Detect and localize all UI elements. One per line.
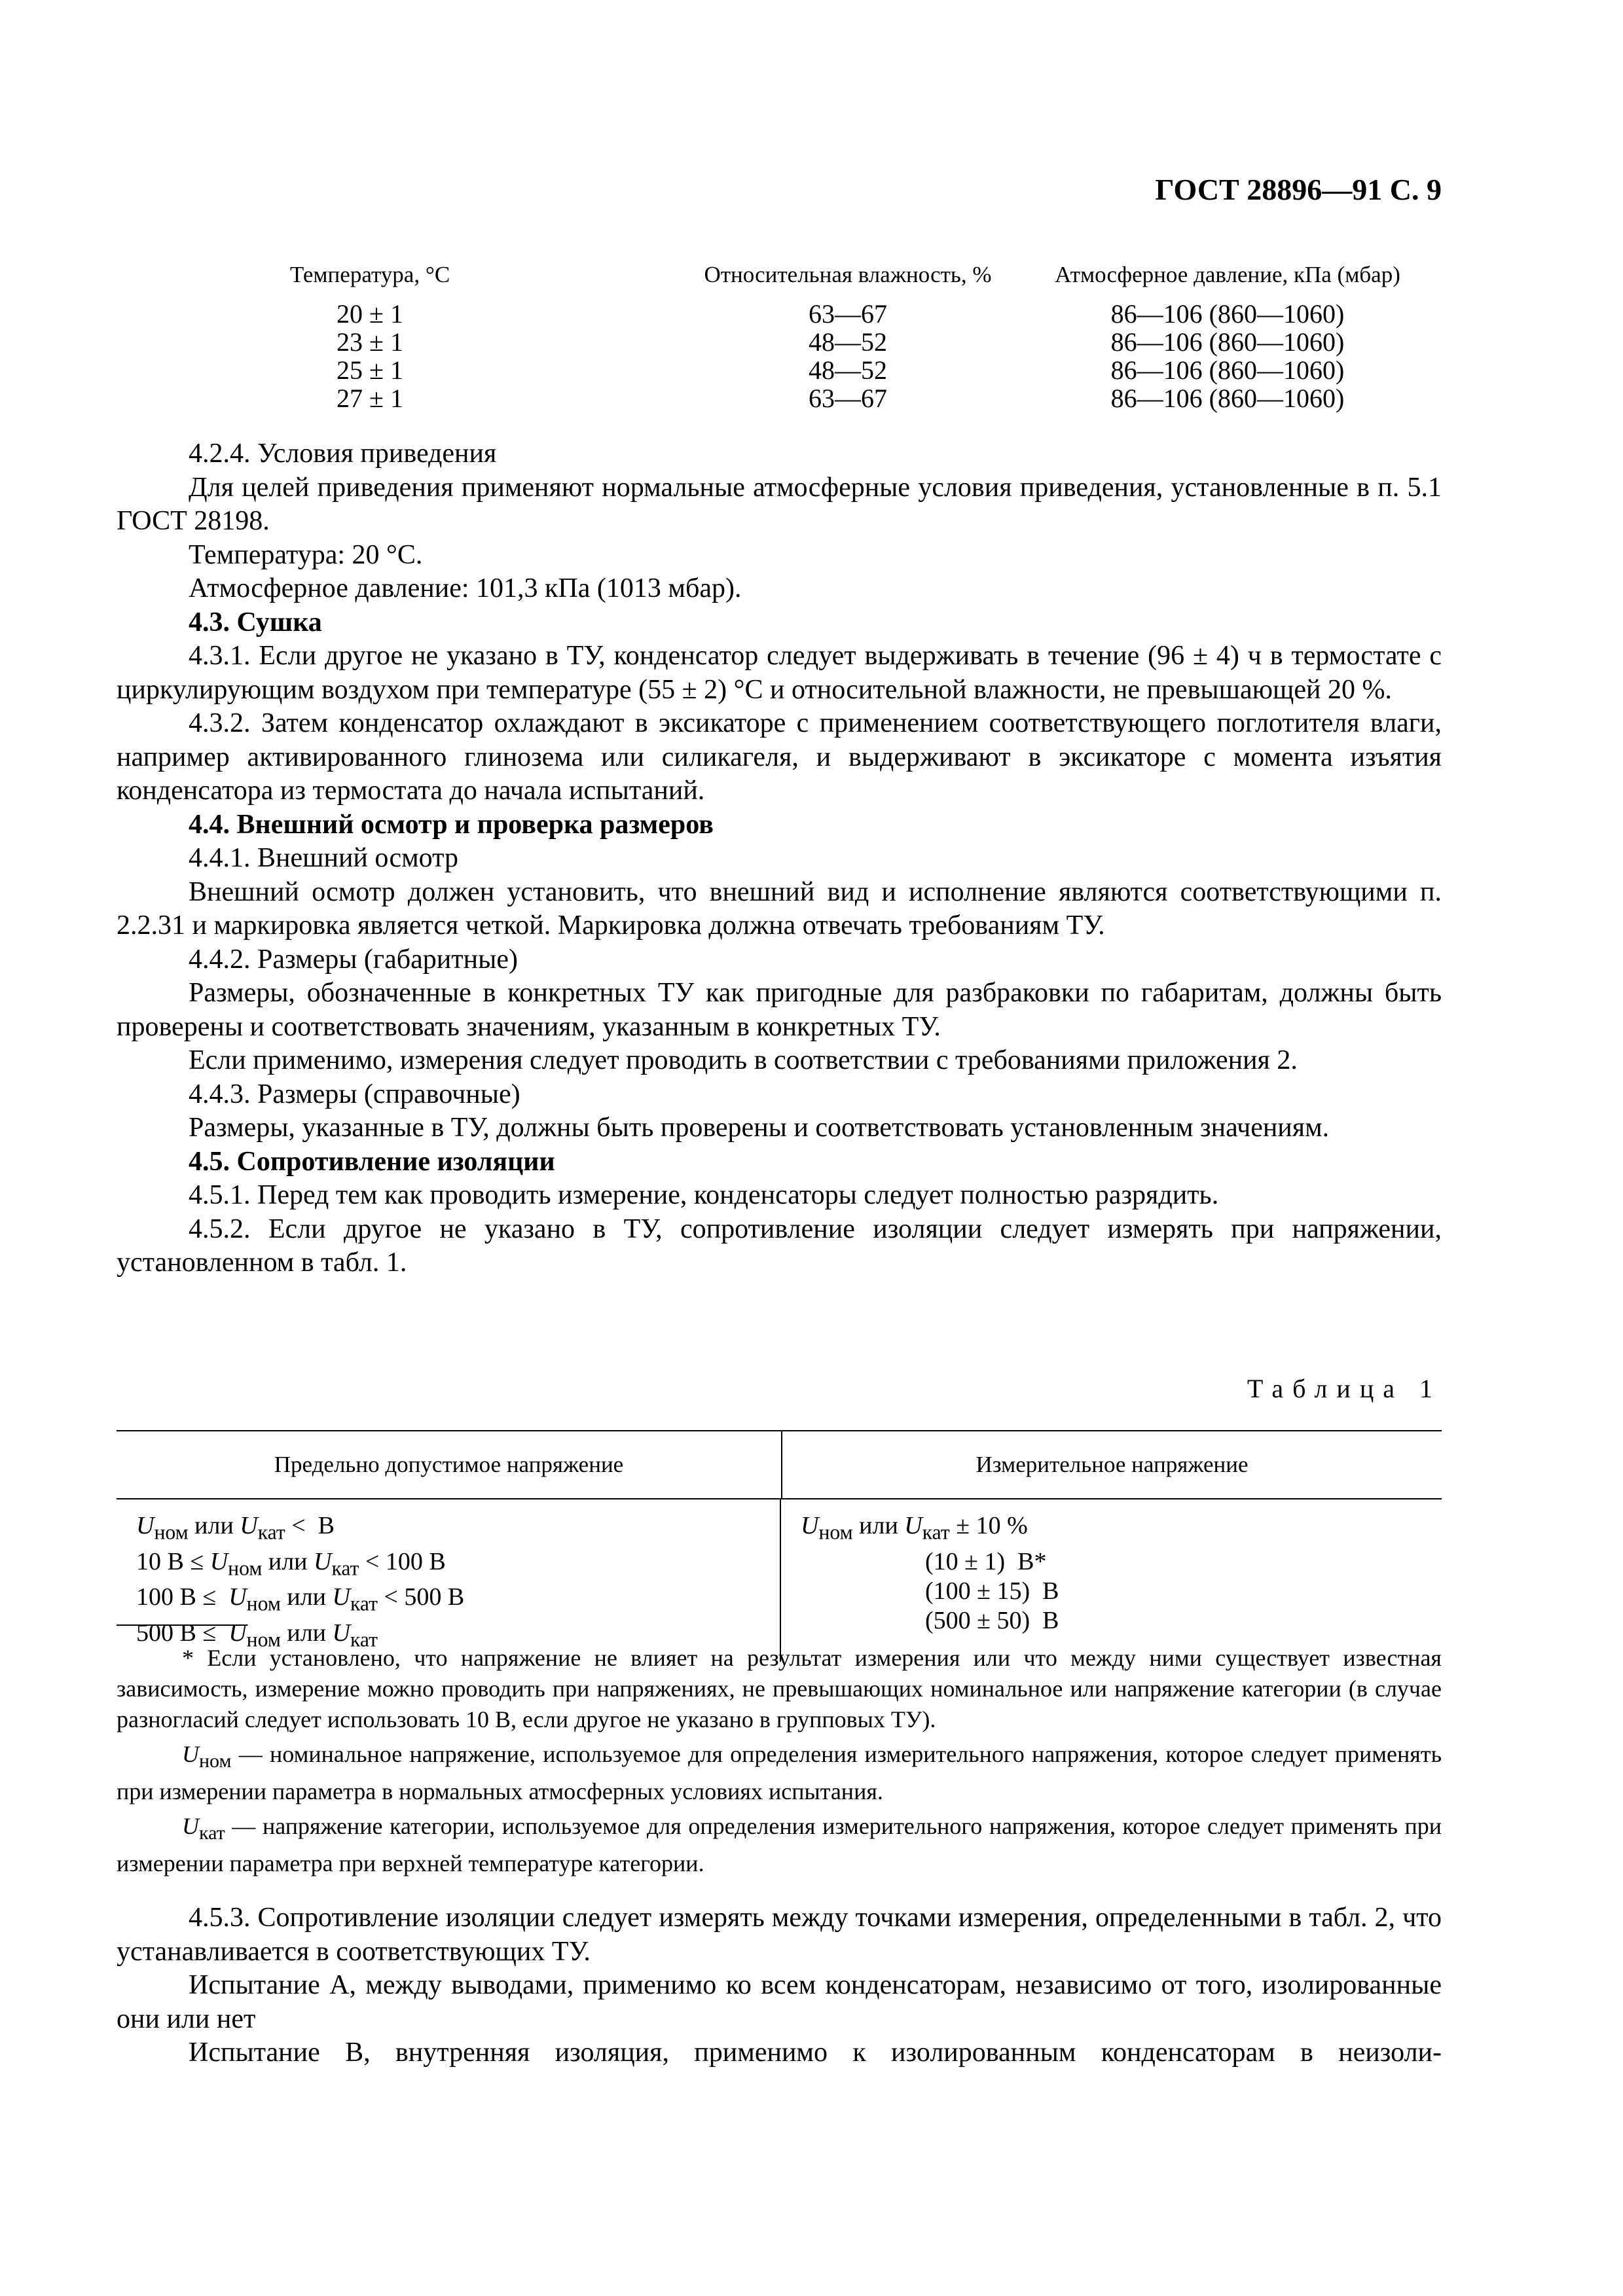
subscript-nom: ном [246,1592,281,1615]
paragraph: Испытание А, между выводами, применимо ко всем конденсаторам, независимо от того, изолированные они или нет [117,1970,1442,2034]
voltage-value: (500 ± 50) В [925,1606,1059,1634]
voltage-value: (10 ± 1) В* [925,1547,1047,1575]
subscript-kat: кат [331,1556,359,1580]
footnote-u-nom [117,1739,1442,1807]
section-heading [117,808,1442,842]
table-row [183,356,1440,384]
section-heading [117,606,1442,640]
symbol-u: U [182,1741,199,1767]
symbol-u: U [904,1512,922,1539]
cell-humidity: 63—67 [809,299,887,329]
header-max-voltage: Предельно допустимое напряжение [117,1431,782,1498]
subscript-kat: кат [199,1822,225,1844]
section-heading-text: 4.5. Сопротивление изоляции [189,1146,555,1177]
paragraph: 4.4.2. Размеры (габаритные) [189,944,518,975]
subscript-nom: ном [818,1520,853,1544]
paragraph: Для целей приведения применяют нормальные атмосферные условия приведения, установленные в п. 5.1 ГОСТ 28198. [117,472,1442,536]
symbol-u: U [182,1813,199,1840]
footnote-text: — напряжение категории, используемое для определения измерительного напряжения, которое следует применять при измерении параметра при верхней температуре категории. [117,1813,1442,1877]
header-humidity: Относительная влажность, % [704,262,992,287]
paragraph: Атмосферное давление: 101,3 кПа (1013 мбар). [189,573,742,603]
cell-humidity: 48—52 [809,327,887,357]
row-suffix: < 100 В [359,1547,446,1575]
max-voltage-row [136,1511,780,1547]
max-voltage-column [117,1499,781,1662]
voltage-table-header [117,1431,1442,1499]
table-row [183,384,1440,412]
symbol-u: U [332,1619,350,1647]
connector-text: или [188,1512,240,1539]
symbol-u: U [801,1512,819,1539]
paragraph: 4.4.1. Внешний осмотр [189,843,458,873]
voltage-table-body [117,1499,1442,1662]
section-heading [117,1145,1442,1179]
paragraph: 4.5.3. Сопротивление изоляции следует измерять между точками измерения, определенными в табл. 2, что устанавливается в соответствующих ТУ. [117,1903,1442,1967]
paragraph: Внешний осмотр должен установить, что внешний вид и исполнение являются соответствующими п. 2.2.31 и маркировка является четкой. Маркировка должна отвечать требованиям ТУ. [117,876,1442,941]
footnote-text: — номинальное напряжение, используемое для определения измерительного напряжения, которое следует применять при измерении параметра в нормальных атмосферных условиях испытания. [117,1741,1442,1805]
cell-humidity: 48—52 [809,355,887,385]
footnote-u-kat [117,1811,1442,1879]
paragraph: Размеры, указанные в ТУ, должны быть проверены и соответствовать установленным значениям. [189,1113,1330,1143]
conditions-table [183,255,1440,412]
footnote-star: * Если установлено, что напряжение не влияет на результат измерения или что между ними существует известная зависимость, измерение можно проводить при напряжениях, не превышающих номинальное или напряжение категории (в случае разногласий следует использовать 10 В, если другое не указано в групповых ТУ). [117,1645,1442,1732]
paragraph: 4.2.4. Условия приведения [189,439,497,469]
voltage-table [117,1430,1442,1662]
connector-text: или [280,1619,333,1647]
row-prefix: 100 В ≤ [136,1583,229,1611]
paragraph: 4.5.2. Если другое не указано в ТУ, сопротивление изоляции следует измерять при напряжении, установленном в табл. 1. [117,1213,1442,1278]
paragraph: 4.3.2. Затем конденсатор охлаждают в эксикаторе с применением соответствующего поглотителя влаги, например активированного глинозема или силикагеля, и выдерживают в эксикаторе с момента изъятия конденсатора из термостата до начала испытаний. [117,708,1442,806]
measuring-voltage-row [801,1547,1442,1577]
voltage-value: (100 ± 15) В [925,1577,1059,1605]
symbol-u: U [136,1512,155,1539]
footnote-divider [117,1624,247,1626]
cell-temperature: 20 ± 1 [337,299,403,329]
symbol-u: U [314,1547,332,1575]
measuring-voltage-row [801,1577,1442,1606]
max-voltage-row [136,1583,780,1619]
paragraph: Если применимо, измерения следует проводить в соответствии с требованиями приложения 2. [189,1045,1298,1075]
measuring-voltage-row [801,1606,1442,1636]
conditions-table-header [183,255,1440,295]
symbol-u: U [228,1619,247,1647]
connector-text: или [280,1583,333,1611]
symbol-u: U [228,1583,247,1611]
row-prefix: 10 В ≤ [136,1547,210,1575]
paragraph: Испытание В, внутренняя изоляция, применимо к изолированным конденсаторам в неизоли- [189,2037,1442,2068]
paragraph: 4.4.3. Размеры (справочные) [189,1079,520,1109]
max-voltage-row [136,1547,780,1583]
symbol-u: U [332,1583,350,1611]
connector-text: или [852,1512,905,1539]
main-text [117,437,1442,1280]
header-measuring-voltage: Измерительное напряжение [976,1452,1249,1477]
subscript-nom: ном [228,1556,263,1580]
cell-pressure: 86—106 (860—1060) [1110,327,1345,357]
subscript-kat: кат [350,1592,378,1615]
subscript-nom: ном [246,1628,281,1651]
symbol-u: U [210,1547,228,1575]
connector-text: или [262,1547,314,1575]
subscript-kat: кат [257,1520,285,1544]
cell-temperature: 25 ± 1 [337,355,403,385]
row-suffix: < 500 В [377,1583,465,1611]
table-caption: Таблица 1 [1247,1374,1442,1403]
cell-humidity: 63—67 [809,384,887,413]
paragraph: Размеры, обозначенные в конкретных ТУ как пригодные для разбраковки по габаритам, должны быть проверены и соответствовать значениям, указанным в конкретных ТУ. [117,978,1442,1042]
cell-pressure: 86—106 (860—1060) [1110,384,1345,413]
measuring-voltage-column [781,1499,1442,1662]
row-suffix: < В [285,1512,335,1539]
measuring-voltage-row [801,1511,1442,1547]
subscript-kat: кат [922,1520,950,1544]
header-pressure: Атмосферное давление, кПа (мбар) [1055,262,1400,287]
paragraph: 4.5.1. Перед тем как проводить измерение, конденсаторы следует полностью разрядить. [189,1180,1219,1210]
section-heading-text: 4.3. Сушка [189,607,322,637]
subscript-nom: ном [199,1750,232,1772]
cell-pressure: 86—106 (860—1060) [1110,299,1345,329]
row-suffix: ± 10 % [949,1512,1028,1539]
table-row [183,328,1440,356]
paragraph: Температура: 20 °С. [189,539,423,570]
cell-temperature: 23 ± 1 [337,327,403,357]
paragraph: 4.3.1. Если другое не указано в ТУ, конденсатор следует выдерживать в течение (96 ± 4) ч в термостате с циркулирующим воздухом при температуре (55 ± 2) °С и относительной влажности, не превышающей 20 %. [117,641,1442,705]
table-row [183,300,1440,328]
symbol-u: U [240,1512,258,1539]
continued-text [117,1901,1442,2070]
subscript-kat: кат [350,1628,378,1651]
footnotes [117,1643,1442,1883]
header-temperature: Температура, °С [289,262,450,287]
page-header: ГОСТ 28896—91 С. 9 [1155,173,1442,206]
section-heading-text: 4.4. Внешний осмотр и проверка размеров [189,809,714,840]
row-prefix: 500 В ≤ [136,1619,229,1647]
subscript-nom: ном [154,1520,189,1544]
cell-pressure: 86—106 (860—1060) [1110,355,1345,385]
cell-temperature: 27 ± 1 [337,384,403,413]
